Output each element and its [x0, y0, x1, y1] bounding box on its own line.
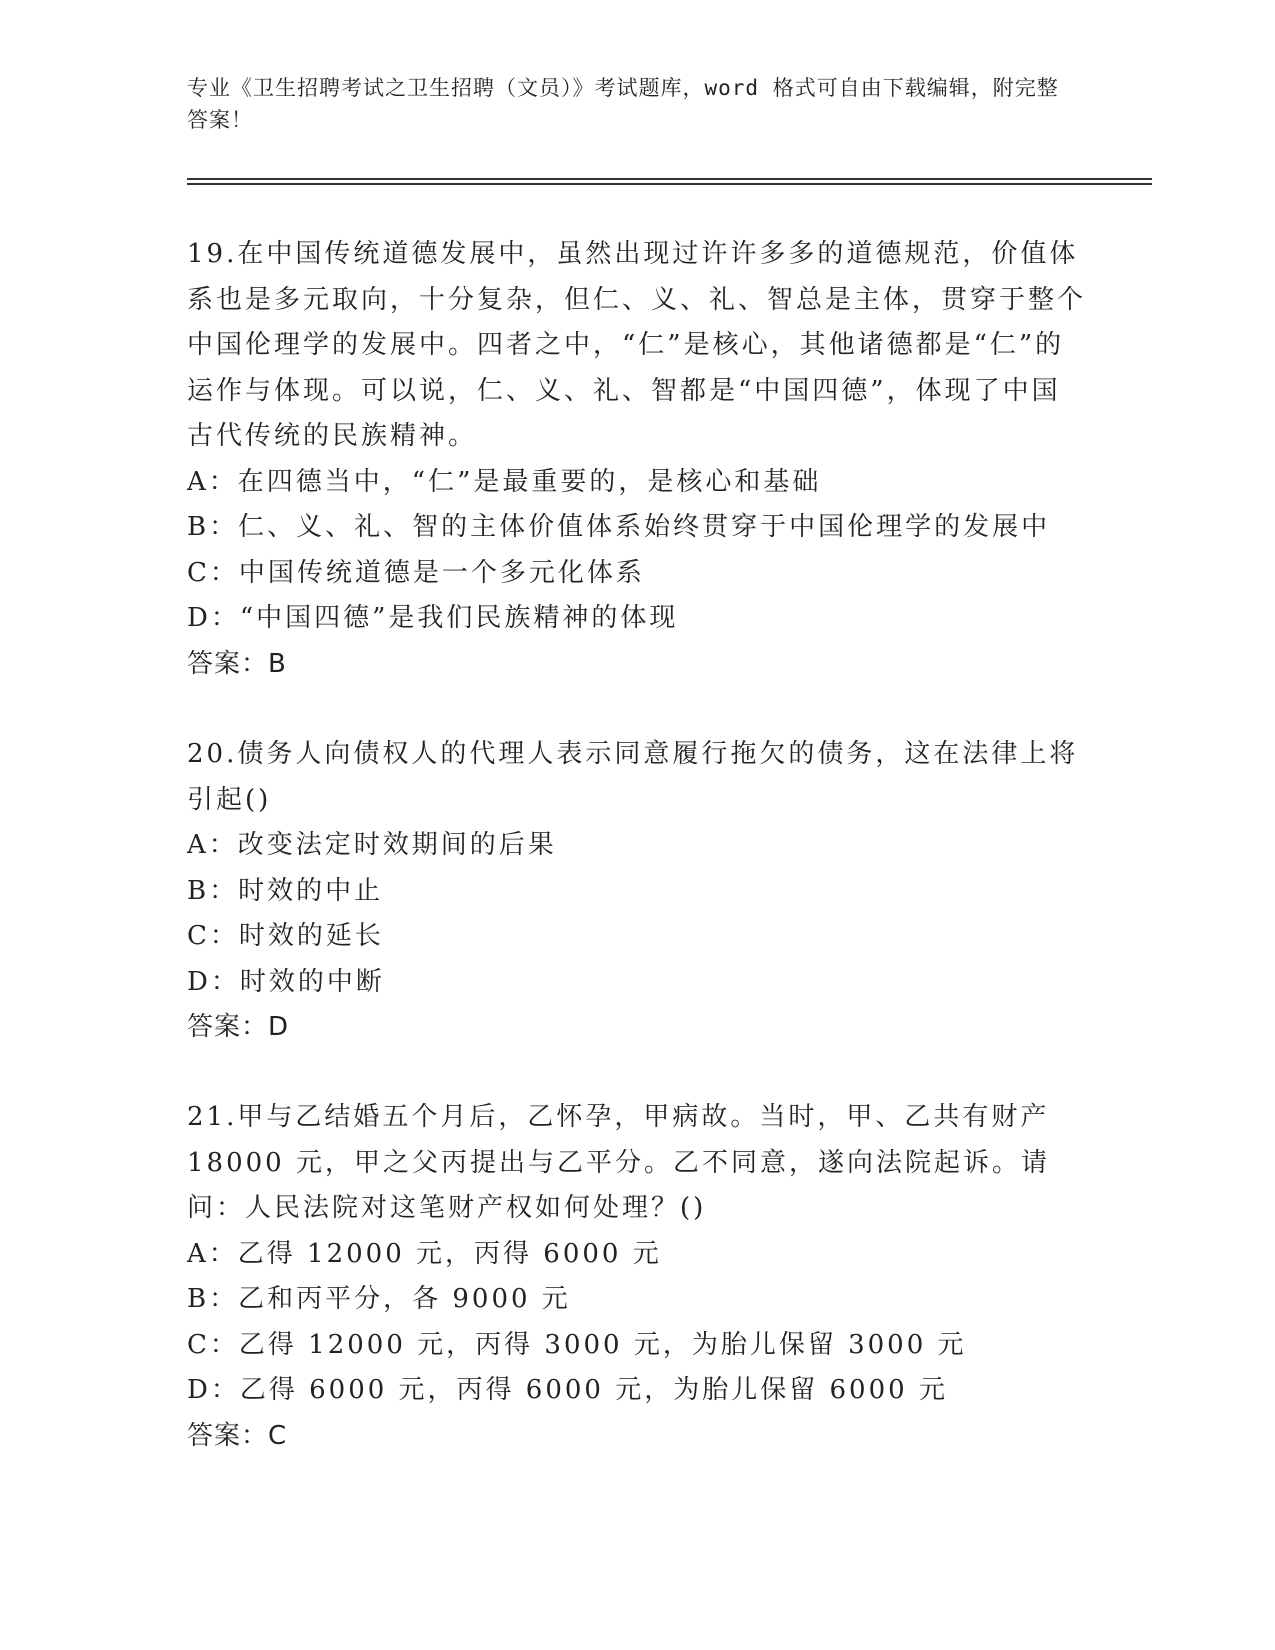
- question-stem: 19.在中国传统道德发展中，虽然出现过许许多多的道德规范，价值体系也是多元取向，十分复杂，但仁、义、礼、智总是主体，贯穿于整个中国伦理学的发展中。四者之中，“仁”是核心，其他诸德都是“仁”的运作与体现。可以说，仁、义、礼、智都是“中国四德”，体现了中国古代传统的民族精神。: [187, 239, 1087, 451]
- option-b: B：乙和丙平分，各 9000 元: [187, 1284, 571, 1314]
- option-d: D：时效的中断: [187, 966, 385, 997]
- option-a: A：乙得 12000 元，丙得 6000 元: [187, 1238, 662, 1269]
- option-c: C：中国传统道德是一个多元化体系: [187, 557, 645, 588]
- question-19: [187, 232, 1087, 687]
- option-b: B：仁、义、礼、智的主体价值体系始终贯穿于中国伦理学的发展中: [187, 512, 1051, 542]
- question-21: [187, 1095, 1087, 1459]
- header-divider-top: [187, 178, 1152, 180]
- answer: 答案：B: [187, 648, 287, 679]
- option-c: C：时效的延长: [187, 921, 384, 951]
- question-stem: 21.甲与乙结婚五个月后，乙怀孕，甲病故。当时，甲、乙共有财产 18000 元，甲之父丙提出与乙平分。乙不同意，遂向法院起诉。请问：人民法院对这笔财产权如何处理？(): [187, 1102, 1050, 1223]
- option-a: A：在四德当中，“仁”是最重要的，是核心和基础: [187, 466, 822, 497]
- header-divider-bottom: [187, 183, 1152, 185]
- option-d: D：“中国四德”是我们民族精神的体现: [187, 603, 679, 633]
- option-b: B：时效的中止: [187, 875, 384, 906]
- option-d: D：乙得 6000 元，丙得 6000 元，为胎儿保留 6000 元: [187, 1375, 948, 1405]
- answer: 答案：D: [187, 1012, 290, 1042]
- option-c: C：乙得 12000 元，丙得 3000 元，为胎儿保留 3000 元: [187, 1329, 967, 1360]
- question-20: [187, 732, 1087, 1051]
- question-stem: 20.债务人向债权人的代理人表示同意履行拖欠的债务，这在法律上将引起(): [187, 739, 1079, 815]
- option-a: A：改变法定时效期间的后果: [187, 830, 557, 860]
- document-header: 专业《卫生招聘考试之卫生招聘（文员）》考试题库，word 格式可自由下载编辑，附完整答案！: [187, 76, 1059, 132]
- answer: 答案：C: [187, 1420, 288, 1451]
